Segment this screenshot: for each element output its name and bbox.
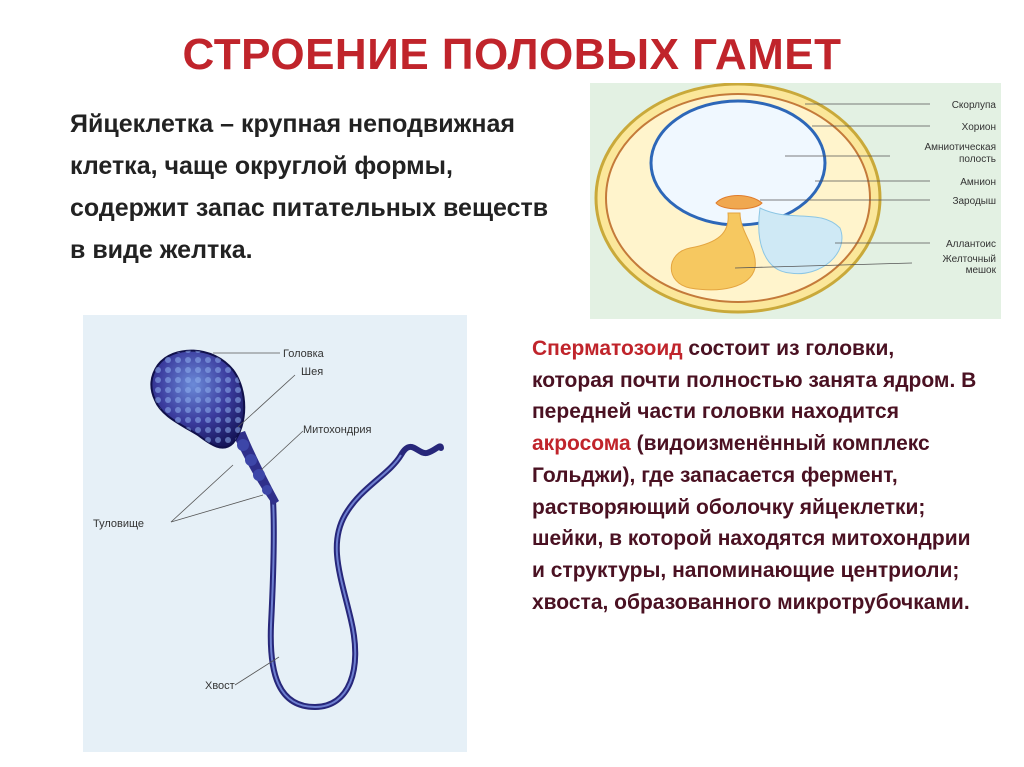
mitochondria-segment — [237, 439, 249, 451]
label-chorion: Хорион — [961, 122, 996, 133]
sperm-tail-highlight — [271, 455, 401, 707]
mitochondria-segment — [262, 485, 272, 495]
sperm-text-part2: (видоизменённый комплекс Гольджи), где запасается фермент, растворяющий оболочку яйцеклетки; шейки, в которой находятся митохондрии и структуры, напоминающие центриоли; хвоста, образованного микротрубочками. — [532, 432, 971, 614]
mitochondria-segment — [245, 454, 257, 466]
label-amniotic-cavity-2: полость — [958, 154, 996, 165]
sperm-diagram — [83, 315, 467, 752]
sperm-head-texture — [151, 351, 244, 448]
label-yolk-sac-1: Желточный — [942, 254, 996, 265]
egg-diagram-svg — [590, 83, 1001, 319]
term-sperm: Сперматозоид — [532, 337, 683, 360]
sperm-tail — [271, 446, 441, 707]
label-tail: Хвост — [205, 680, 235, 692]
label-neck: Шея — [301, 366, 324, 378]
label-embryo: Зародыш — [952, 196, 996, 207]
sperm-diagram-svg — [83, 315, 467, 752]
label-body: Туловище — [93, 518, 145, 530]
sperm-text-part1: состоит из головки, которая почти полностью занята ядром. В передней части головки находится — [532, 337, 977, 424]
sperm-description — [532, 333, 982, 618]
label-head: Головка — [283, 348, 324, 360]
label-allantois: Аллантоис — [945, 239, 996, 250]
mitochondria-segment — [253, 469, 265, 481]
label-mitochondria: Митохондрия — [303, 424, 372, 436]
label-yolk-sac-2: мешок — [965, 265, 996, 276]
egg-diagram — [590, 83, 1001, 319]
label-amniotic-cavity-1: Амниотическая — [924, 142, 996, 153]
page-title: СТРОЕНИЕ ПОЛОВЫХ ГАМЕТ — [182, 30, 842, 79]
egg-description: Яйцеклетка – крупная неподвижная клетка, чаще округлой формы, содержит запас питательных веществ в виде желтка. — [70, 110, 549, 264]
label-amnion: Амнион — [960, 177, 996, 188]
label-shell: Скорлупа — [951, 100, 996, 111]
term-acrosome: акросома — [532, 432, 631, 456]
